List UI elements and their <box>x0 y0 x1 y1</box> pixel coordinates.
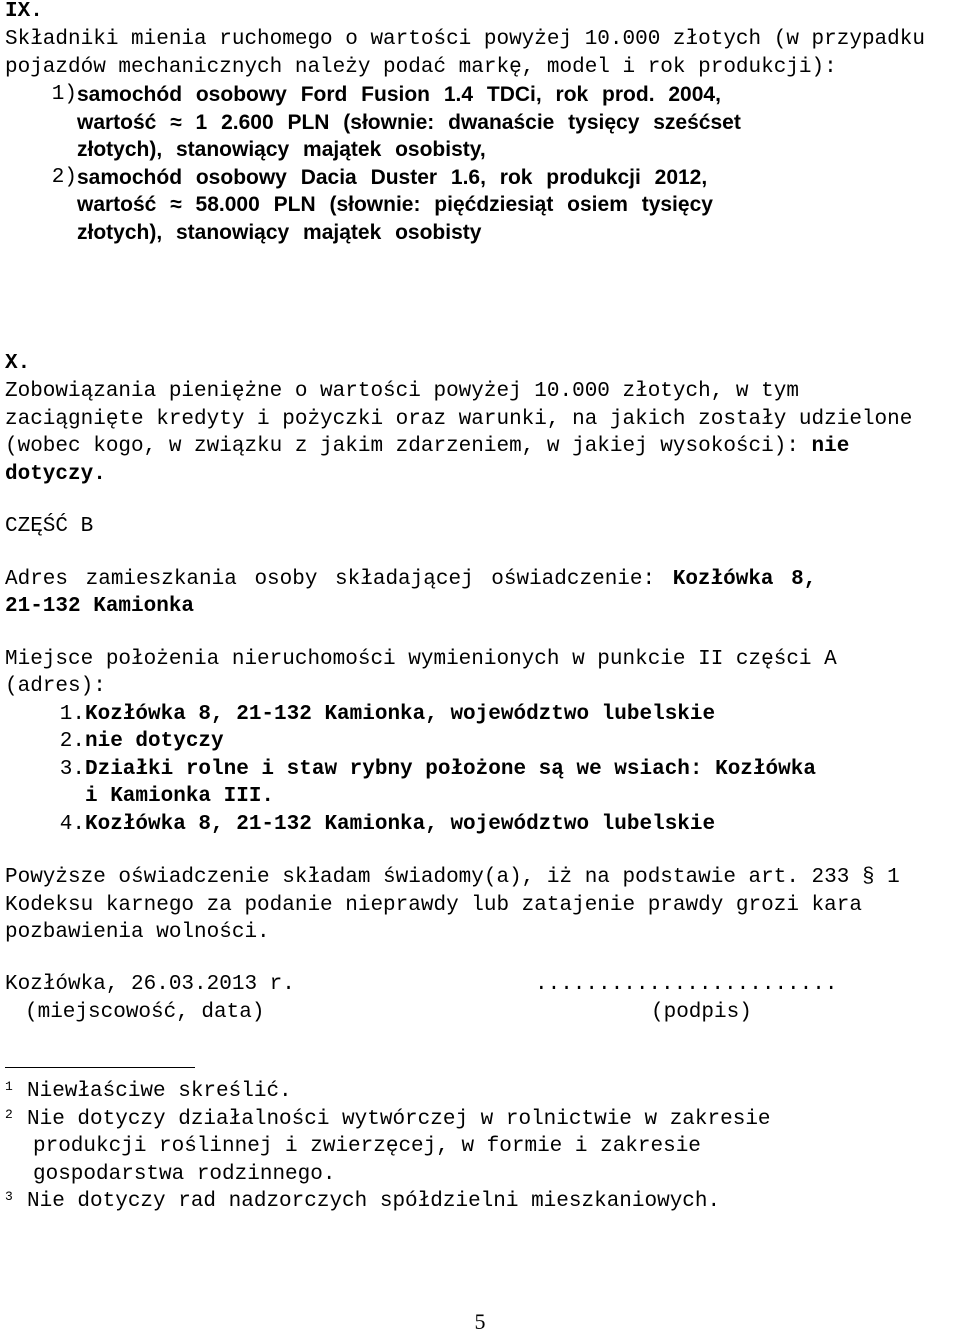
vehicle-item-2 <box>5 164 960 247</box>
place-date: Kozłówka, 26.03.2013 r. <box>5 973 295 996</box>
section-x-heading: X. <box>5 352 31 375</box>
footnote-item <box>5 1078 960 1106</box>
location-item-text: nie dotyczy <box>85 730 224 753</box>
address-paragraph <box>5 566 960 594</box>
vehicle-item-line: samochód osobowy Ford Fusion 1.4 TDCi, rok prod. 2004, <box>77 83 721 106</box>
page-number: 5 <box>474 1309 486 1334</box>
footnote-rule <box>5 1067 195 1068</box>
location-item-text: Kozłówka 8, 21-132 Kamionka, województwo lubelskie <box>85 812 716 836</box>
vehicle-item-number: 2) <box>51 165 77 189</box>
vehicle-item-line: samochód osobowy Dacia Duster 1.6, rok produkcji 2012, <box>77 165 708 189</box>
signature-block <box>5 971 960 1027</box>
footnotes <box>5 1078 960 1216</box>
section-ix-heading: IX. <box>5 0 43 23</box>
footnote-text: Nie dotyczy rad nadzorczych spółdzielni mieszkaniowych. <box>27 1190 721 1213</box>
vehicle-item-line: złotych), stanowiący majątek osobisty, <box>77 138 486 161</box>
vehicle-item-number: 1) <box>51 83 77 106</box>
location-item-number: 4. <box>59 812 85 836</box>
part-b <box>5 513 960 838</box>
location-item-text: Kozłówka 8, 21-132 Kamionka, województwo lubelskie <box>85 702 716 726</box>
place-date-label: (miejscowość, data) <box>25 1000 265 1024</box>
footnote-text: Nie dotyczy działalności wytwórczej w rolnictwie w zakresie <box>27 1107 771 1131</box>
section-ix-intro: Składniki mienia ruchomego o wartości powyżej 10.000 złotych (w przypadku pojazdów mechanicznych należy podać markę, model i rok produkcji): <box>5 28 925 79</box>
part-b-heading: CZĘŚĆ B <box>5 515 94 538</box>
footnote-item <box>5 1106 960 1189</box>
signature-dots: ........................ <box>535 973 838 996</box>
footnote-text: Niewłaściwe skreślić. <box>27 1080 292 1103</box>
vehicle-item-1 <box>5 81 960 164</box>
footnote-item <box>5 1188 960 1216</box>
location-item-1 <box>5 701 960 729</box>
footnote-mark: 1 <box>5 1079 13 1094</box>
footnote-mark: 2 <box>5 1106 13 1122</box>
location-item-number: 2. <box>59 730 85 753</box>
section-x-answer: nie dotyczy. <box>5 435 850 486</box>
footnote-mark: 3 <box>5 1189 13 1204</box>
vehicle-item-line: złotych), stanowiący majątek osobisty <box>77 220 482 244</box>
footnote-text: produkcji roślinnej i zwierzęcej, w formie i zakresie <box>33 1135 701 1158</box>
location-label: Miejsce położenia nieruchomości wymienionych w punkcie II części A (adres): <box>5 647 837 698</box>
address-value-line1: Kozłówka 8, <box>672 567 817 591</box>
address-label: Adres zamieszkania osoby składającej oświadczenie: <box>5 567 656 591</box>
location-item-3 <box>5 756 960 811</box>
section-x-intro-text: Zobowiązania pieniężne o wartości powyżej 10.000 złotych, w tym zaciągnięte kredyty i pożyczki oraz warunki, na jakich zostały udzielone (wobec kogo, w związku z jakim zdarzeniem, w jakiej wysokości): <box>5 380 913 458</box>
location-item-4 <box>5 811 960 839</box>
footnote-text: gospodarstwa rodzinnego. <box>33 1162 336 1186</box>
section-x-intro <box>5 378 940 488</box>
vehicle-item-line: wartość ≈ 58.000 PLN (słownie: pięćdziesiąt osiem tysięcy <box>77 193 713 216</box>
signature-label: (podpis) <box>651 1000 752 1024</box>
address-value-line2: 21-132 Kamionka <box>5 595 195 618</box>
location-item-2 <box>5 728 960 756</box>
vehicle-item-line: wartość ≈ 1 2.600 PLN (słownie: dwanaście tysięcy sześćset <box>77 110 741 134</box>
location-item-number: 1. <box>59 702 85 726</box>
declaration-text: Powyższe oświadczenie składam świadomy(a), iż na podstawie art. 233 § 1 Kodeksu karnego za podanie nieprawdy lub zatajenie prawdy grozi kara pozbawienia wolności. <box>5 866 900 944</box>
location-item-number: 3. <box>59 757 85 781</box>
section-ix <box>5 0 960 246</box>
location-item-text: i Kamionka III. <box>85 785 275 808</box>
location-item-text: Działki rolne i staw rybny położone są we wsiach: Kozłówka <box>85 757 816 781</box>
section-x <box>5 352 960 488</box>
